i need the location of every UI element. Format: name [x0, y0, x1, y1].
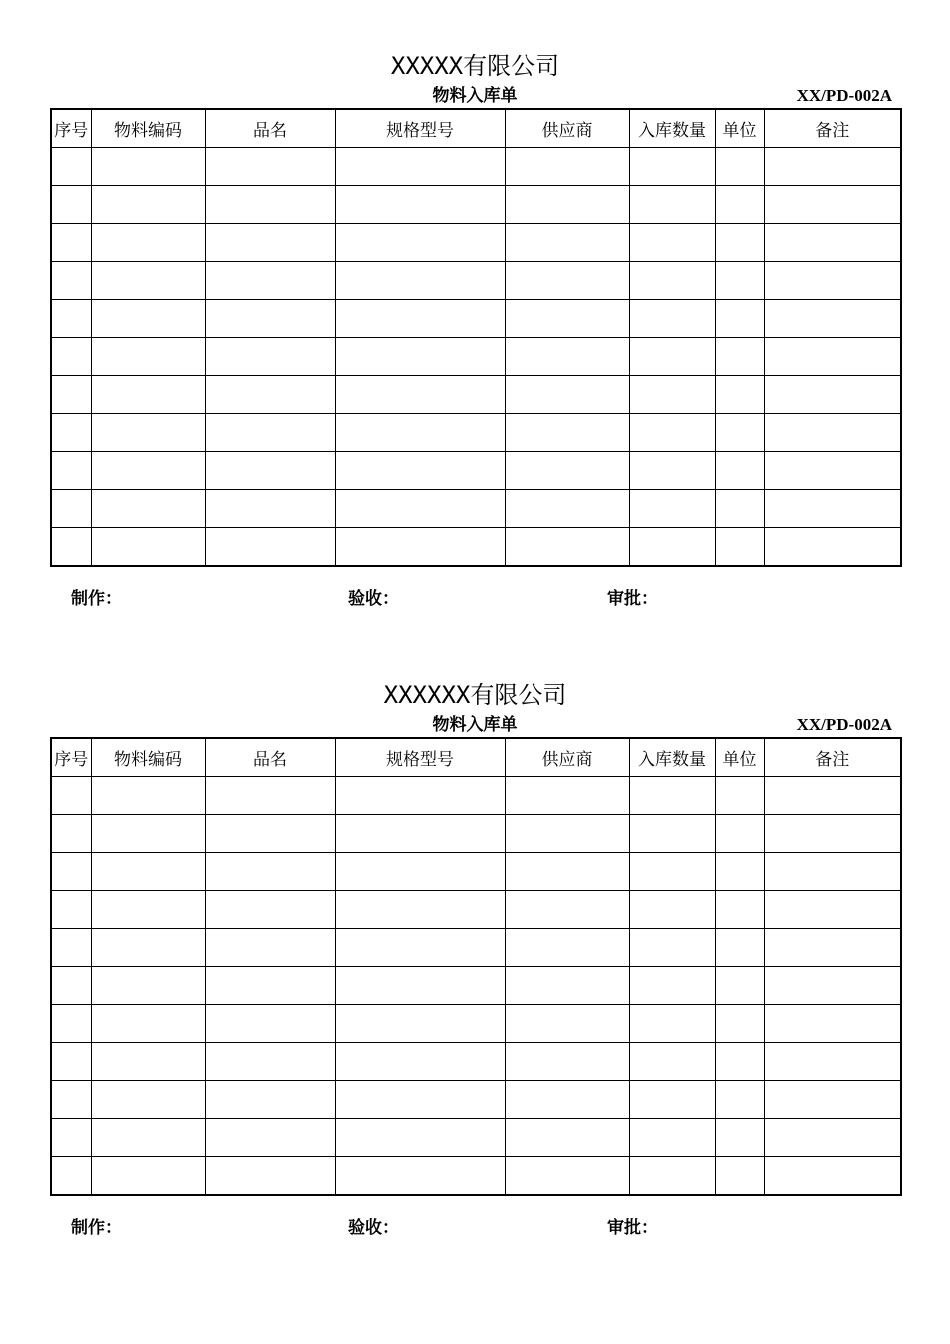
table-cell[interactable] [715, 929, 764, 967]
table-cell[interactable] [91, 777, 205, 815]
table-cell[interactable] [715, 777, 764, 815]
table-cell[interactable] [91, 300, 205, 338]
form-header-row [50, 84, 900, 108]
table-cell[interactable] [715, 815, 764, 853]
table-cell[interactable] [51, 528, 91, 567]
table-cell[interactable] [715, 490, 764, 528]
table-cell[interactable] [505, 929, 629, 967]
table-cell[interactable] [205, 929, 335, 967]
table-cell[interactable] [51, 452, 91, 490]
table-row [51, 338, 901, 376]
form-code: XX/PD-002A [796, 715, 892, 734]
table-cell[interactable] [505, 490, 629, 528]
table-row [51, 186, 901, 224]
table-cell[interactable] [335, 1119, 505, 1157]
col-header-spec-model: 规格型号 [335, 109, 505, 148]
table-cell[interactable] [629, 1119, 715, 1157]
table-row [51, 224, 901, 262]
table-cell[interactable] [91, 815, 205, 853]
form-title: 物料入库单 [432, 86, 518, 105]
table-cell[interactable] [205, 777, 335, 815]
table-cell[interactable] [205, 376, 335, 414]
table-cell[interactable] [505, 815, 629, 853]
table-cell[interactable] [629, 1081, 715, 1119]
table-cell[interactable] [205, 300, 335, 338]
table-header-row [51, 738, 901, 777]
table-cell[interactable] [764, 1157, 901, 1196]
table-cell[interactable] [764, 452, 901, 490]
table-cell[interactable] [764, 490, 901, 528]
table-cell[interactable] [764, 148, 901, 186]
table-cell[interactable] [51, 262, 91, 300]
table-cell[interactable] [505, 300, 629, 338]
inspector-label: 验收： [348, 1218, 399, 1238]
table-cell[interactable] [335, 338, 505, 376]
table-cell[interactable] [715, 452, 764, 490]
form-code: XX/PD-002A [796, 86, 892, 105]
table-row [51, 376, 901, 414]
table-cell[interactable] [335, 528, 505, 567]
table-row [51, 262, 901, 300]
table-cell[interactable] [764, 929, 901, 967]
table-cell[interactable] [629, 414, 715, 452]
table-cell[interactable] [51, 186, 91, 224]
col-header-supplier: 供应商 [505, 738, 629, 777]
table-cell[interactable] [91, 376, 205, 414]
table-cell[interactable] [51, 1157, 91, 1196]
table-row [51, 528, 901, 567]
table-body [51, 148, 901, 567]
table-cell[interactable] [91, 891, 205, 929]
table-cell[interactable] [629, 262, 715, 300]
table-row [51, 815, 901, 853]
col-header-unit: 单位 [715, 738, 764, 777]
table-cell[interactable] [335, 186, 505, 224]
table-cell[interactable] [51, 815, 91, 853]
table-cell[interactable] [629, 1157, 715, 1196]
table-cell[interactable] [505, 224, 629, 262]
table-cell[interactable] [715, 224, 764, 262]
table-cell[interactable] [715, 853, 764, 891]
table-cell[interactable] [335, 1157, 505, 1196]
table-cell[interactable] [335, 148, 505, 186]
table-cell[interactable] [764, 777, 901, 815]
table-cell[interactable] [91, 186, 205, 224]
table-cell[interactable] [51, 300, 91, 338]
table-cell[interactable] [335, 1005, 505, 1043]
table-cell[interactable] [335, 224, 505, 262]
table-cell[interactable] [715, 967, 764, 1005]
company-name: XXXXXX有限公司 [383, 681, 567, 709]
maker-label: 制作： [71, 1218, 122, 1238]
table-cell[interactable] [91, 1081, 205, 1119]
table-cell[interactable] [764, 300, 901, 338]
table-row [51, 1005, 901, 1043]
receipt-table [50, 737, 902, 1196]
table-cell[interactable] [205, 528, 335, 567]
col-header-product-name: 品名 [205, 109, 335, 148]
table-cell[interactable] [764, 815, 901, 853]
table-row [51, 300, 901, 338]
table-cell[interactable] [51, 853, 91, 891]
table-cell[interactable] [91, 1119, 205, 1157]
form-header-row [50, 713, 900, 737]
table-cell[interactable] [629, 1043, 715, 1081]
table-cell[interactable] [205, 1081, 335, 1119]
table-cell[interactable] [715, 376, 764, 414]
form-title: 物料入库单 [432, 715, 518, 734]
col-header-spec-model: 规格型号 [335, 738, 505, 777]
table-cell[interactable] [505, 1043, 629, 1081]
table-cell[interactable] [335, 777, 505, 815]
table-cell[interactable] [91, 967, 205, 1005]
table-cell[interactable] [505, 891, 629, 929]
table-cell[interactable] [629, 224, 715, 262]
table-cell[interactable] [335, 967, 505, 1005]
table-cell[interactable] [629, 929, 715, 967]
table-cell[interactable] [764, 262, 901, 300]
table-row [51, 148, 901, 186]
col-header-quantity: 入库数量 [629, 738, 715, 777]
approver-label: 审批： [607, 1218, 658, 1238]
table-cell[interactable] [715, 528, 764, 567]
table-cell[interactable] [715, 1157, 764, 1196]
table-cell[interactable] [764, 853, 901, 891]
table-cell[interactable] [335, 853, 505, 891]
table-cell[interactable] [505, 777, 629, 815]
table-cell[interactable] [764, 1119, 901, 1157]
col-header-material-code: 物料编码 [91, 109, 205, 148]
receipt-form-2 [50, 677, 900, 1254]
col-header-seq: 序号 [51, 109, 91, 148]
table-cell[interactable] [205, 148, 335, 186]
table-cell[interactable] [764, 186, 901, 224]
table-cell[interactable] [205, 262, 335, 300]
table-cell[interactable] [51, 148, 91, 186]
table-cell[interactable] [715, 1043, 764, 1081]
table-cell[interactable] [91, 224, 205, 262]
table-cell[interactable] [629, 186, 715, 224]
table-cell[interactable] [505, 338, 629, 376]
table-cell[interactable] [51, 1119, 91, 1157]
col-header-product-name: 品名 [205, 738, 335, 777]
table-cell[interactable] [715, 186, 764, 224]
table-cell[interactable] [629, 967, 715, 1005]
table-cell[interactable] [91, 929, 205, 967]
col-header-unit: 单位 [715, 109, 764, 148]
table-cell[interactable] [764, 967, 901, 1005]
table-cell[interactable] [51, 777, 91, 815]
table-cell[interactable] [205, 1043, 335, 1081]
table-cell[interactable] [764, 224, 901, 262]
table-cell[interactable] [715, 262, 764, 300]
table-cell[interactable] [505, 452, 629, 490]
table-cell[interactable] [715, 338, 764, 376]
table-cell[interactable] [51, 1005, 91, 1043]
col-header-seq: 序号 [51, 738, 91, 777]
table-cell[interactable] [764, 376, 901, 414]
table-cell[interactable] [715, 1081, 764, 1119]
table-cell[interactable] [335, 490, 505, 528]
col-header-supplier: 供应商 [505, 109, 629, 148]
table-cell[interactable] [335, 414, 505, 452]
table-cell[interactable] [715, 891, 764, 929]
table-cell[interactable] [205, 815, 335, 853]
company-name: XXXXX有限公司 [390, 52, 560, 80]
table-cell[interactable] [505, 1157, 629, 1196]
table-cell[interactable] [629, 452, 715, 490]
table-cell[interactable] [91, 338, 205, 376]
table-cell[interactable] [505, 414, 629, 452]
table-cell[interactable] [205, 853, 335, 891]
table-cell[interactable] [505, 1005, 629, 1043]
table-cell[interactable] [764, 414, 901, 452]
table-cell[interactable] [51, 490, 91, 528]
table-cell[interactable] [505, 186, 629, 224]
table-body [51, 777, 901, 1196]
table-cell[interactable] [91, 452, 205, 490]
signature-row [50, 1196, 900, 1254]
table-cell[interactable] [335, 452, 505, 490]
table-cell[interactable] [629, 815, 715, 853]
table-cell[interactable] [335, 929, 505, 967]
table-cell[interactable] [51, 929, 91, 967]
table-row [51, 777, 901, 815]
table-row [51, 1081, 901, 1119]
table-cell[interactable] [51, 967, 91, 1005]
table-cell[interactable] [505, 262, 629, 300]
table-cell[interactable] [205, 452, 335, 490]
table-row [51, 853, 901, 891]
table-cell[interactable] [205, 414, 335, 452]
table-cell[interactable] [764, 528, 901, 567]
approver-label: 审批： [607, 589, 658, 609]
table-cell[interactable] [91, 262, 205, 300]
col-header-material-code: 物料编码 [91, 738, 205, 777]
table-cell[interactable] [629, 777, 715, 815]
table-cell[interactable] [205, 1119, 335, 1157]
table-cell[interactable] [505, 528, 629, 567]
table-cell[interactable] [505, 967, 629, 1005]
table-cell[interactable] [629, 853, 715, 891]
table-cell[interactable] [715, 300, 764, 338]
table-cell[interactable] [205, 967, 335, 1005]
table-cell[interactable] [91, 1157, 205, 1196]
table-cell[interactable] [629, 300, 715, 338]
table-cell[interactable] [715, 414, 764, 452]
table-cell[interactable] [335, 1043, 505, 1081]
table-cell[interactable] [505, 1081, 629, 1119]
table-cell[interactable] [335, 262, 505, 300]
table-cell[interactable] [51, 376, 91, 414]
table-cell[interactable] [91, 528, 205, 567]
table-cell[interactable] [91, 853, 205, 891]
table-row [51, 452, 901, 490]
table-cell[interactable] [205, 338, 335, 376]
inspector-label: 验收： [348, 589, 399, 609]
table-cell[interactable] [764, 338, 901, 376]
table-row [51, 490, 901, 528]
table-cell[interactable] [91, 1043, 205, 1081]
table-cell[interactable] [335, 815, 505, 853]
table-row [51, 891, 901, 929]
table-cell[interactable] [91, 148, 205, 186]
table-cell[interactable] [51, 891, 91, 929]
table-cell[interactable] [505, 1119, 629, 1157]
table-cell[interactable] [51, 414, 91, 452]
table-cell[interactable] [205, 186, 335, 224]
table-cell[interactable] [205, 1005, 335, 1043]
table-cell[interactable] [764, 891, 901, 929]
table-cell[interactable] [715, 148, 764, 186]
table-cell[interactable] [629, 338, 715, 376]
table-row [51, 967, 901, 1005]
table-row [51, 414, 901, 452]
table-cell[interactable] [629, 376, 715, 414]
table-row [51, 1157, 901, 1196]
receipt-form-1 [50, 48, 900, 625]
table-cell[interactable] [91, 414, 205, 452]
table-cell[interactable] [505, 376, 629, 414]
table-cell[interactable] [715, 1119, 764, 1157]
table-cell[interactable] [51, 224, 91, 262]
table-row [51, 929, 901, 967]
table-row [51, 1043, 901, 1081]
table-cell[interactable] [505, 148, 629, 186]
table-cell[interactable] [51, 1043, 91, 1081]
table-cell[interactable] [91, 490, 205, 528]
table-cell[interactable] [764, 1081, 901, 1119]
maker-label: 制作： [71, 589, 122, 609]
col-header-remarks: 备注 [764, 109, 901, 148]
table-cell[interactable] [629, 490, 715, 528]
table-cell[interactable] [51, 338, 91, 376]
table-cell[interactable] [335, 376, 505, 414]
table-cell[interactable] [715, 1005, 764, 1043]
table-cell[interactable] [335, 1081, 505, 1119]
col-header-remarks: 备注 [764, 738, 901, 777]
col-header-quantity: 入库数量 [629, 109, 715, 148]
table-cell[interactable] [205, 224, 335, 262]
table-cell[interactable] [629, 528, 715, 567]
table-cell[interactable] [91, 1005, 205, 1043]
table-cell[interactable] [505, 853, 629, 891]
table-cell[interactable] [335, 891, 505, 929]
table-cell[interactable] [629, 891, 715, 929]
table-cell[interactable] [205, 891, 335, 929]
table-cell[interactable] [51, 1081, 91, 1119]
table-cell[interactable] [629, 148, 715, 186]
receipt-table [50, 108, 902, 567]
table-cell[interactable] [335, 300, 505, 338]
table-cell[interactable] [764, 1043, 901, 1081]
table-cell[interactable] [764, 1005, 901, 1043]
signature-row [50, 567, 900, 625]
table-header-row [51, 109, 901, 148]
table-cell[interactable] [629, 1005, 715, 1043]
table-row [51, 1119, 901, 1157]
table-cell[interactable] [205, 490, 335, 528]
table-cell[interactable] [205, 1157, 335, 1196]
